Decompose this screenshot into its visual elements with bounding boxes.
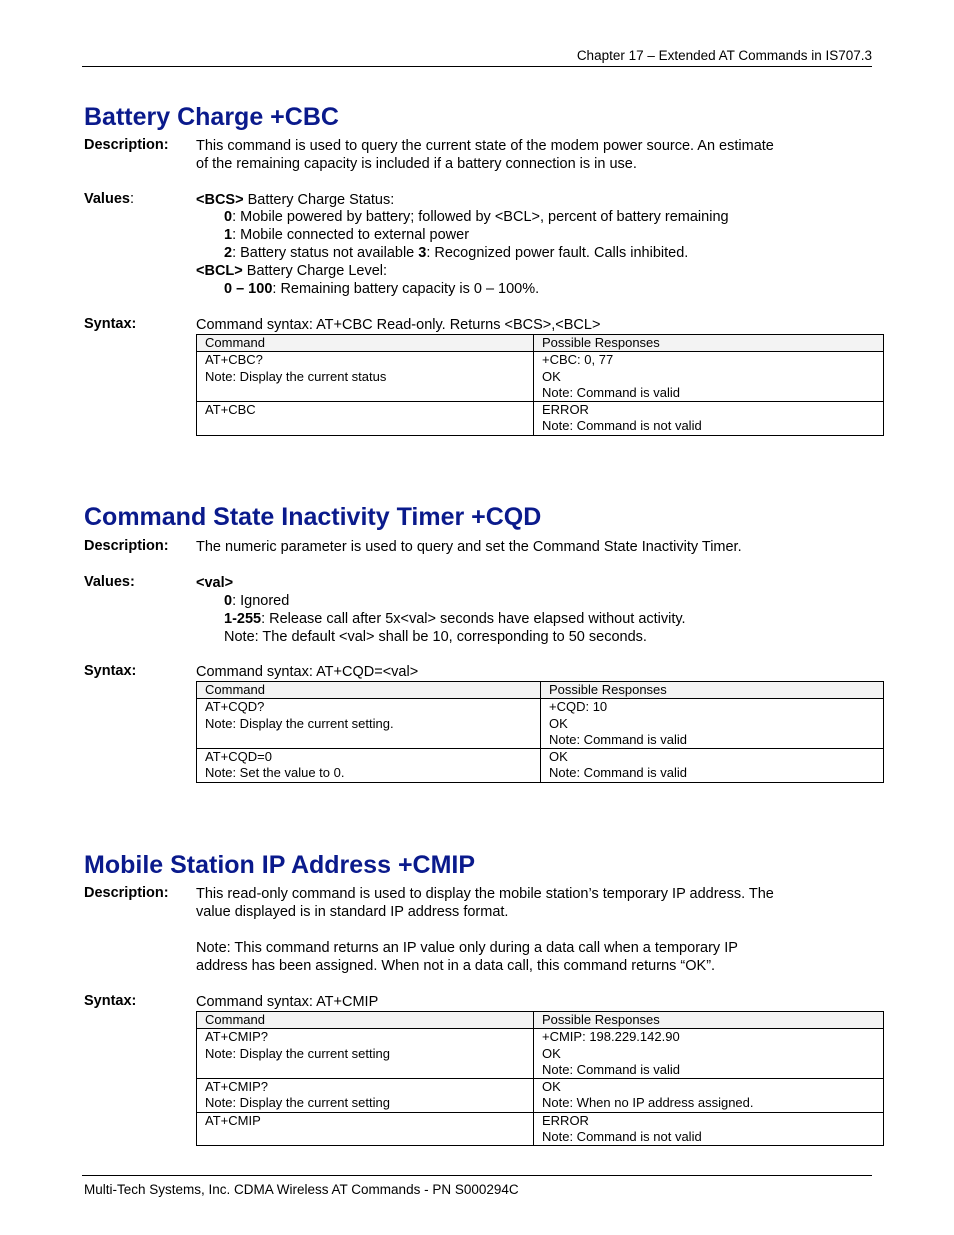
cqd-syntax-text: Command syntax: AT+CQD=<val> <box>196 664 419 680</box>
cbc-value-1-text: : Mobile connected to external power <box>232 227 470 243</box>
command-note: Note: Display the current setting <box>205 1095 390 1111</box>
response-cell <box>534 402 884 436</box>
cmip-description-label: Description: <box>84 885 169 901</box>
response-text: +CQD: 10 <box>549 699 608 715</box>
cbc-description-line-2: of the remaining capacity is included if a battery connection is in use. <box>196 156 637 172</box>
cqd-description-line-1: The numeric parameter is used to query and set the Command State Inactivity Timer. <box>196 539 742 555</box>
table-header-row <box>197 682 884 699</box>
cbc-value-0 <box>224 208 729 226</box>
cqd-val-line <box>196 574 233 592</box>
cmip-syntax-label: Syntax: <box>84 993 137 1009</box>
cbc-bcl-tag: <BCL> <box>196 263 243 279</box>
table-row <box>197 402 884 436</box>
cqd-description-label: Description: <box>84 538 169 554</box>
section-title-cmip: Mobile Station IP Address +CMIP <box>84 851 476 879</box>
cbc-syntax-label: Syntax: <box>84 316 137 332</box>
response-note: Note: Command is valid <box>542 1061 680 1077</box>
cbc-range-code: 0 – 100 <box>224 281 273 297</box>
cbc-bcl-line <box>196 262 387 280</box>
command-note: Note: Display the current status <box>205 368 387 384</box>
response-cell <box>541 749 884 783</box>
response-note: Note: Command is valid <box>542 384 680 400</box>
cmip-command-table <box>196 1011 884 1146</box>
response-note: Note: Command is valid <box>549 731 687 747</box>
cqd-syntax-label: Syntax: <box>84 663 137 679</box>
command-cell <box>197 1029 534 1079</box>
command-cell <box>197 749 541 783</box>
response-note: Note: Command is not valid <box>542 1129 702 1145</box>
cqd-value-0-code: 0 <box>224 593 233 609</box>
table-row <box>197 699 884 749</box>
response-note: Note: Command is valid <box>549 765 687 781</box>
cqd-value-1-code: 1-255 <box>224 611 262 627</box>
response-cell <box>541 699 884 749</box>
cbc-value-1 <box>224 226 469 244</box>
cbc-value-2-text: : Battery status not available <box>232 245 419 261</box>
cbc-description-line-1: This command is used to query the current state of the modem power source. An estimate <box>196 138 774 154</box>
response-text: +CBC: 0, 77 <box>542 352 614 368</box>
cbc-bcs-text: Battery Charge Status: <box>243 192 395 208</box>
command-cell <box>197 402 534 436</box>
command-text: AT+CMIP? <box>205 1029 268 1045</box>
section-title-cqd: Command State Inactivity Timer +CQD <box>84 503 542 531</box>
column-header-responses: Possible Responses <box>534 1012 884 1029</box>
response-cell <box>534 352 884 402</box>
cqd-value-1-text: : Release call after 5x<val> seconds have elapsed without activity. <box>261 611 686 627</box>
response-text: +CMIP: 198.229.142.90 <box>542 1029 680 1045</box>
response-text: OK <box>542 1045 561 1061</box>
cbc-values-label-text: Values <box>84 191 130 207</box>
command-cell <box>197 1079 534 1113</box>
cbc-range <box>224 280 539 298</box>
cbc-bcs-line <box>196 191 394 209</box>
cmip-description-line-2: value displayed is in standard IP address format. <box>196 904 509 920</box>
cbc-value-3-code: 3 <box>418 245 427 261</box>
cqd-val-tag: <val> <box>196 575 234 591</box>
cbc-values-label <box>84 191 134 207</box>
table-row <box>197 1079 884 1113</box>
cbc-syntax-text: Command syntax: AT+CBC Read-only. Returns <BCS>,<BCL> <box>196 317 601 333</box>
cmip-note-line-2: address has been assigned. When not in a data call, this command returns “OK”. <box>196 958 716 974</box>
cqd-values-label: Values: <box>84 574 135 590</box>
response-text: ERROR <box>542 402 589 418</box>
cbc-value-3-text: : Recognized power fault. Calls inhibited. <box>426 245 689 261</box>
command-text: AT+CBC <box>205 402 256 418</box>
response-text: OK <box>542 1079 561 1095</box>
header-rule <box>82 66 872 67</box>
cbc-bcs-tag: <BCS> <box>196 192 244 208</box>
cmip-description-line-1: This read-only command is used to display the mobile station’s temporary IP address. The <box>196 886 774 902</box>
command-cell <box>197 699 541 749</box>
command-text: AT+CQD? <box>205 699 265 715</box>
response-note: Note: Command is not valid <box>542 418 702 434</box>
command-cell <box>197 1112 534 1146</box>
table-row <box>197 352 884 402</box>
cbc-bcl-text: Battery Charge Level: <box>242 263 388 279</box>
command-text: AT+CBC? <box>205 352 263 368</box>
cbc-value-1-code: 1 <box>224 227 233 243</box>
command-text: AT+CMIP <box>205 1112 261 1128</box>
column-header-command: Command <box>197 1012 534 1029</box>
cbc-command-table <box>196 334 884 436</box>
response-cell <box>534 1079 884 1113</box>
cbc-description-label: Description: <box>84 137 169 153</box>
cqd-default-note: Note: The default <val> shall be 10, corresponding to 50 seconds. <box>224 629 647 645</box>
table-header-row <box>197 335 884 352</box>
cbc-value-0-text: : Mobile powered by battery; followed by <BCL>, percent of battery remaining <box>232 209 729 225</box>
response-cell <box>534 1112 884 1146</box>
section-title-cbc: Battery Charge +CBC <box>84 103 339 131</box>
column-header-command: Command <box>197 682 541 699</box>
command-text: AT+CQD=0 <box>205 749 272 765</box>
response-text: OK <box>549 749 568 765</box>
response-text: ERROR <box>542 1112 589 1128</box>
command-note: Note: Set the value to 0. <box>205 765 345 781</box>
table-row <box>197 1112 884 1146</box>
table-row <box>197 1029 884 1079</box>
page-header-chapter: Chapter 17 – Extended AT Commands in IS707.3 <box>576 48 872 63</box>
column-header-responses: Possible Responses <box>534 335 884 352</box>
cbc-value-0-code: 0 <box>224 209 233 225</box>
cbc-value-2-code: 2 <box>224 245 233 261</box>
cbc-value-2-3 <box>224 244 688 262</box>
cqd-value-0 <box>224 592 289 610</box>
response-cell <box>534 1029 884 1079</box>
cbc-range-text: : Remaining battery capacity is 0 – 100%. <box>272 281 540 297</box>
footer-rule <box>82 1175 872 1176</box>
command-cell <box>197 352 534 402</box>
response-text: OK <box>542 368 561 384</box>
response-note: Note: When no IP address assigned. <box>542 1095 754 1111</box>
table-header-row <box>197 1012 884 1029</box>
cmip-note-line-1: Note: This command returns an IP value only during a data call when a temporary IP <box>196 940 738 956</box>
table-row <box>197 749 884 783</box>
column-header-command: Command <box>197 335 534 352</box>
cbc-values-label-colon: : <box>129 191 134 207</box>
page-footer-text: Multi-Tech Systems, Inc. CDMA Wireless AT Commands - PN S000294C <box>84 1182 519 1197</box>
command-note: Note: Display the current setting <box>205 1045 390 1061</box>
cmip-syntax-text: Command syntax: AT+CMIP <box>196 994 379 1010</box>
response-text: OK <box>549 715 568 731</box>
cqd-value-0-text: : Ignored <box>232 593 290 609</box>
command-note: Note: Display the current setting. <box>205 715 394 731</box>
command-text: AT+CMIP? <box>205 1079 268 1095</box>
column-header-responses: Possible Responses <box>541 682 884 699</box>
cqd-command-table <box>196 681 884 783</box>
cqd-value-1 <box>224 610 686 628</box>
